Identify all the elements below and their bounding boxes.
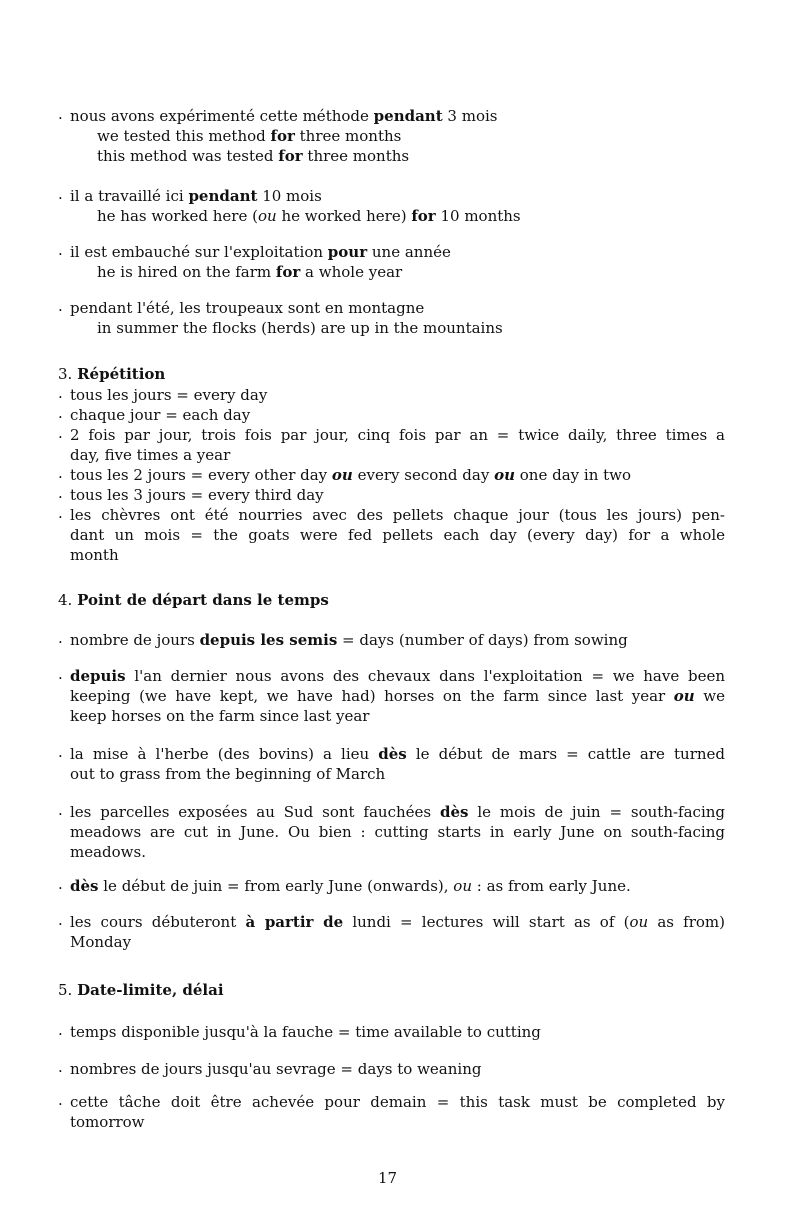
bullet-marker: . <box>58 384 63 402</box>
text-segment: we tested this method <box>97 127 271 145</box>
text-line <box>70 912 725 932</box>
text-segment: out to grass from the beginning of March <box>70 765 386 783</box>
text-line <box>70 545 119 565</box>
emphasis-text: pendant <box>373 107 443 125</box>
text-segment: one day in two <box>515 466 632 484</box>
emphasis-text: for <box>411 207 436 225</box>
text-segment: une année <box>367 243 451 261</box>
emphasis-text: dès <box>378 745 407 763</box>
text-segment: 10 months <box>435 207 521 225</box>
text-segment: in summer the flocks (herds) are up in the mountains <box>97 319 503 337</box>
text-line <box>70 842 146 862</box>
emphasis-text: ou <box>629 913 649 931</box>
text-segment: les cours débuteront <box>70 913 246 931</box>
emphasis-text: ou <box>494 466 515 484</box>
bullet-marker: . <box>58 801 63 819</box>
bullet-marker: . <box>58 1091 63 1109</box>
text-segment: we <box>694 687 725 705</box>
bullet-marker: . <box>58 464 63 482</box>
emphasis-text: ou <box>331 466 353 484</box>
text-line <box>70 405 250 425</box>
emphasis-text: depuis les semis <box>199 631 338 649</box>
text-segment: 2 fois par jour, trois fois par jour, cinq fois par an = twice daily, three times a <box>70 426 725 444</box>
text-segment: tomorrow <box>70 1113 145 1131</box>
emphasis-text: ou <box>453 877 472 895</box>
text-segment: la mise à l'herbe (des bovins) a lieu <box>70 745 379 763</box>
text-line <box>70 186 322 206</box>
text-segment: he worked here) <box>276 207 412 225</box>
text-segment: three months <box>294 127 402 145</box>
emphasis-text: pour <box>327 243 368 261</box>
text-segment: this method was tested <box>97 147 279 165</box>
section-heading <box>58 980 224 1000</box>
emphasis-text: pendant <box>188 187 258 205</box>
bullet-marker: . <box>58 484 63 502</box>
text-segment: day, five times a year <box>70 446 231 464</box>
bullet-marker: . <box>58 1021 63 1039</box>
text-line <box>70 686 725 706</box>
text-segment: le début de mars = cattle are turned <box>406 745 725 763</box>
bullet-marker: . <box>58 185 63 203</box>
text-segment: pendant l'été, les troupeaux sont en montagne <box>70 299 425 317</box>
text-segment: month <box>70 546 119 564</box>
text-segment: le début de juin = from early June (onwards), <box>98 877 454 895</box>
section-heading <box>58 590 329 610</box>
text-line <box>70 385 267 405</box>
text-segment: 10 mois <box>257 187 322 205</box>
bullet-marker: . <box>58 665 63 683</box>
text-segment: 3 mois <box>442 107 498 125</box>
text-segment: nombre de jours <box>70 631 200 649</box>
text-line <box>97 126 401 146</box>
text-line <box>70 764 385 784</box>
text-segment: lundi = lectures will start as of ( <box>343 913 630 931</box>
text-segment: temps disponible jusqu'à la fauche = time available to cutting <box>70 1023 541 1041</box>
text-line <box>70 242 451 262</box>
emphasis-text: à partir de <box>245 913 344 931</box>
text-line <box>97 146 409 166</box>
bullet-marker: . <box>58 743 63 761</box>
text-line <box>70 932 131 952</box>
text-segment: les parcelles exposées au Sud sont fauchées <box>70 803 440 821</box>
text-line <box>97 318 503 338</box>
text-segment: l'an dernier nous avons des chevaux dans l'exploitation = we have been <box>125 667 725 685</box>
text-line <box>70 1112 145 1132</box>
text-segment: 4. <box>58 591 78 609</box>
bullet-marker: . <box>58 1058 63 1076</box>
text-line <box>70 630 628 650</box>
text-segment: cette tâche doit être achevée pour demain = this task must be completed by <box>70 1093 725 1111</box>
text-segment: a whole year <box>300 263 403 281</box>
text-segment: 3. <box>58 365 78 383</box>
emphasis-text: for <box>270 127 295 145</box>
text-line <box>70 706 369 726</box>
bullet-marker: . <box>58 105 63 123</box>
bullet-marker: . <box>58 504 63 522</box>
text-segment: he is hired on the farm <box>97 263 276 281</box>
text-segment: as from) <box>648 913 725 931</box>
text-segment: three months <box>302 147 410 165</box>
text-segment: le mois de juin = south-facing <box>468 803 726 821</box>
text-line <box>70 802 725 822</box>
text-segment: tous les jours = every day <box>70 386 268 404</box>
text-line <box>70 445 230 465</box>
text-segment: keeping (we have kept, we have had) horses on the farm since last year <box>70 687 674 705</box>
emphasis-text: ou <box>257 207 277 225</box>
text-line <box>70 425 725 445</box>
text-segment: il a travaillé ici <box>70 187 189 205</box>
text-segment: les chèvres ont été nourries avec des pellets chaque jour (tous les jours) pen- <box>70 506 725 524</box>
bullet-marker: . <box>58 424 63 442</box>
text-segment: meadows are cut in June. Ou bien : cutting starts in early June on south-facing <box>70 823 725 841</box>
text-segment: il est embauché sur l'exploitation <box>70 243 328 261</box>
text-line <box>70 1059 481 1079</box>
text-line <box>97 206 521 226</box>
text-line <box>70 485 324 505</box>
emphasis-text: Point de départ dans le temps <box>77 591 329 609</box>
bullet-marker: . <box>58 875 63 893</box>
text-line <box>70 876 631 896</box>
page-number: 17 <box>378 1169 398 1187</box>
bullet-marker: . <box>58 241 63 259</box>
emphasis-text: for <box>278 147 303 165</box>
bullet-marker: . <box>58 404 63 422</box>
emphasis-text: Date-limite, délai <box>77 981 224 999</box>
section-heading <box>58 364 165 384</box>
text-line <box>70 525 725 545</box>
emphasis-text: depuis <box>70 667 126 685</box>
emphasis-text: for <box>275 263 301 281</box>
text-line <box>97 262 402 282</box>
text-segment: keep horses on the farm since last year <box>70 707 370 725</box>
emphasis-text: Répétition <box>77 365 166 383</box>
text-line <box>70 744 725 764</box>
bullet-marker: . <box>58 911 63 929</box>
text-line <box>70 666 725 686</box>
text-line <box>70 1092 725 1112</box>
text-line <box>70 465 631 485</box>
text-segment: 5. <box>58 981 78 999</box>
text-line <box>70 1022 541 1042</box>
bullet-marker: . <box>58 297 63 315</box>
text-line <box>70 822 725 842</box>
text-line <box>70 298 424 318</box>
emphasis-text: dès <box>439 803 469 821</box>
text-segment: tous les 2 jours = every other day <box>70 466 332 484</box>
emphasis-text: ou <box>673 687 695 705</box>
text-segment: meadows. <box>70 843 146 861</box>
emphasis-text: dès <box>70 877 99 895</box>
text-segment: tous les 3 jours = every third day <box>70 486 324 504</box>
text-segment: : as from early June. <box>472 877 631 895</box>
text-segment: = days (number of days) from sowing <box>337 631 628 649</box>
text-segment: he has worked here ( <box>97 207 258 225</box>
text-segment: dant un mois = the goats were fed pellets each day (every day) for a whole <box>70 526 725 544</box>
text-line <box>70 505 725 525</box>
text-segment: Monday <box>70 933 132 951</box>
text-segment: nombres de jours jusqu'au sevrage = days to weaning <box>70 1060 482 1078</box>
text-line <box>70 106 497 126</box>
text-segment: nous avons expérimenté cette méthode <box>70 107 374 125</box>
bullet-marker: . <box>58 629 63 647</box>
text-segment: every second day <box>352 466 495 484</box>
text-segment: chaque jour = each day <box>70 406 251 424</box>
